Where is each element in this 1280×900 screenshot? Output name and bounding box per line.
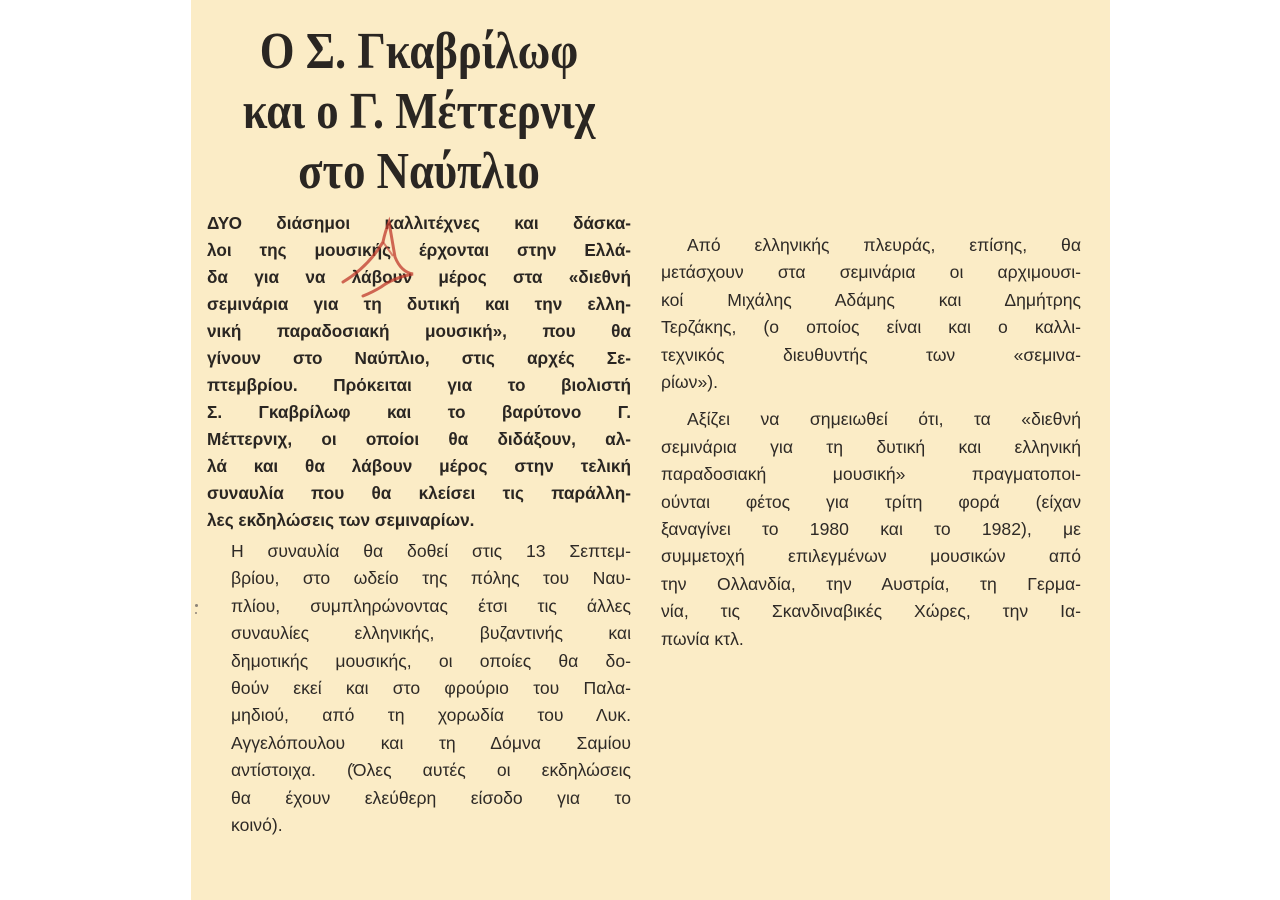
body-line: ρίων»).: [661, 372, 718, 393]
body-line: Τερζάκης, (ο οποίος είναι και ο καλλι-: [661, 317, 1081, 338]
body-line: Αγγελόπουλου και τη Δόμνα Σαμίου: [231, 732, 631, 753]
body-line: πωνία κτλ.: [661, 628, 744, 649]
body-line: αντίστοιχα. (Όλες αυτές οι εκδηλώσεις: [231, 760, 631, 781]
lead-line: Μέττερνιχ, οι οποίοι θα διδάξουν, αλ-: [207, 429, 631, 449]
body-line: μηδιού, από τη χορωδία του Λυκ.: [231, 705, 631, 726]
body-line: πλίου, συμπληρώνοντας έτσι τις άλλες: [231, 595, 631, 616]
lead-line: σεμινάρια για τη δυτική και την ελλη-: [207, 294, 631, 314]
body-line: τεχνικός διευθυντής των «σεμινα-: [661, 344, 1081, 365]
left-column: [207, 0, 631, 839]
scan-speck: [195, 612, 197, 614]
body-line: σεμινάρια για τη δυτική και ελληνική: [661, 436, 1081, 457]
headline-line: και ο Γ. Μέττερνιχ: [242, 83, 596, 140]
right-column: [661, 232, 1081, 663]
lead-line: συναυλία που θα κλείσει τις παράλλη-: [207, 483, 631, 503]
body-line: δημοτικής μουσικής, οι οποίες θα δο-: [231, 650, 631, 671]
lead-line: λοι της μουσικής έρχονται στην Ελλά-: [207, 240, 631, 260]
body-line: μετάσχουν στα σεμινάρια οι αρχιμουσι-: [661, 262, 1081, 283]
body-line: την Ολλανδία, την Αυστρία, τη Γερμα-: [661, 573, 1081, 594]
body-paragraph-right-1: [661, 232, 1081, 396]
body-line: συναυλίες ελληνικής, βυζαντινής και: [231, 623, 631, 644]
body-paragraph-left: [207, 538, 631, 839]
scan-speck: [195, 604, 198, 607]
lead-line: δα για να λάβουν μέρος στα «διεθνή: [207, 267, 631, 287]
body-line: ούνται φέτος για τρίτη φορά (είχαν: [661, 491, 1081, 512]
lead-line: γίνουν στο Ναύπλιο, στις αρχές Σε-: [207, 348, 631, 368]
lead-line: λά και θα λάβουν μέρος στην τελική: [207, 456, 631, 476]
body-line: νία, τις Σκανδιναβικές Χώρες, την Ια-: [661, 601, 1081, 622]
newspaper-clipping: [191, 0, 1110, 900]
body-line: ξαναγίνει το 1980 και το 1982), με: [661, 519, 1081, 540]
body-line: κοινό).: [231, 815, 283, 836]
lead-line: νική παραδοσιακή μουσική», που θα: [207, 321, 631, 341]
headline-line: στο Ναύπλιο: [298, 143, 540, 200]
body-line: βρίου, στο ωδείο της πόλης του Ναυ-: [231, 568, 631, 589]
lead-line: ΔΥΟ διάσημοι καλλιτέχνες και δάσκα-: [207, 213, 631, 233]
lead-line: Σ. Γκαβρίλωφ και το βαρύτονο Γ.: [207, 402, 631, 422]
body-line: συμμετοχή επιλεγμένων μουσικών από: [661, 546, 1081, 567]
article-headline: [237, 22, 602, 202]
lead-line: λες εκδηλώσεις των σεμιναρίων.: [207, 510, 475, 530]
body-line: Από ελληνικής πλευράς, επίσης, θα: [687, 235, 1081, 255]
lead-line: πτεμβρίου. Πρόκειται για το βιολιστή: [207, 375, 631, 395]
headline-line: Ο Σ. Γκαβρίλωφ: [259, 23, 579, 80]
body-line: παραδοσιακή μουσική» πραγματοποι-: [661, 464, 1081, 485]
lead-paragraph: [207, 210, 631, 534]
body-line: Η συναυλία θα δοθεί στις 13 Σεπτεμ-: [231, 541, 631, 561]
body-line: θα έχουν ελεύθερη είσοδο για το: [231, 787, 631, 808]
body-paragraph-right-2: [661, 406, 1081, 653]
body-line: κοί Μιχάλης Αδάμης και Δημήτρης: [661, 289, 1081, 310]
body-line: Αξίζει να σημειωθεί ότι, τα «διεθνή: [687, 409, 1081, 430]
body-line: θούν εκεί και στο φρούριο του Παλα-: [231, 678, 631, 699]
